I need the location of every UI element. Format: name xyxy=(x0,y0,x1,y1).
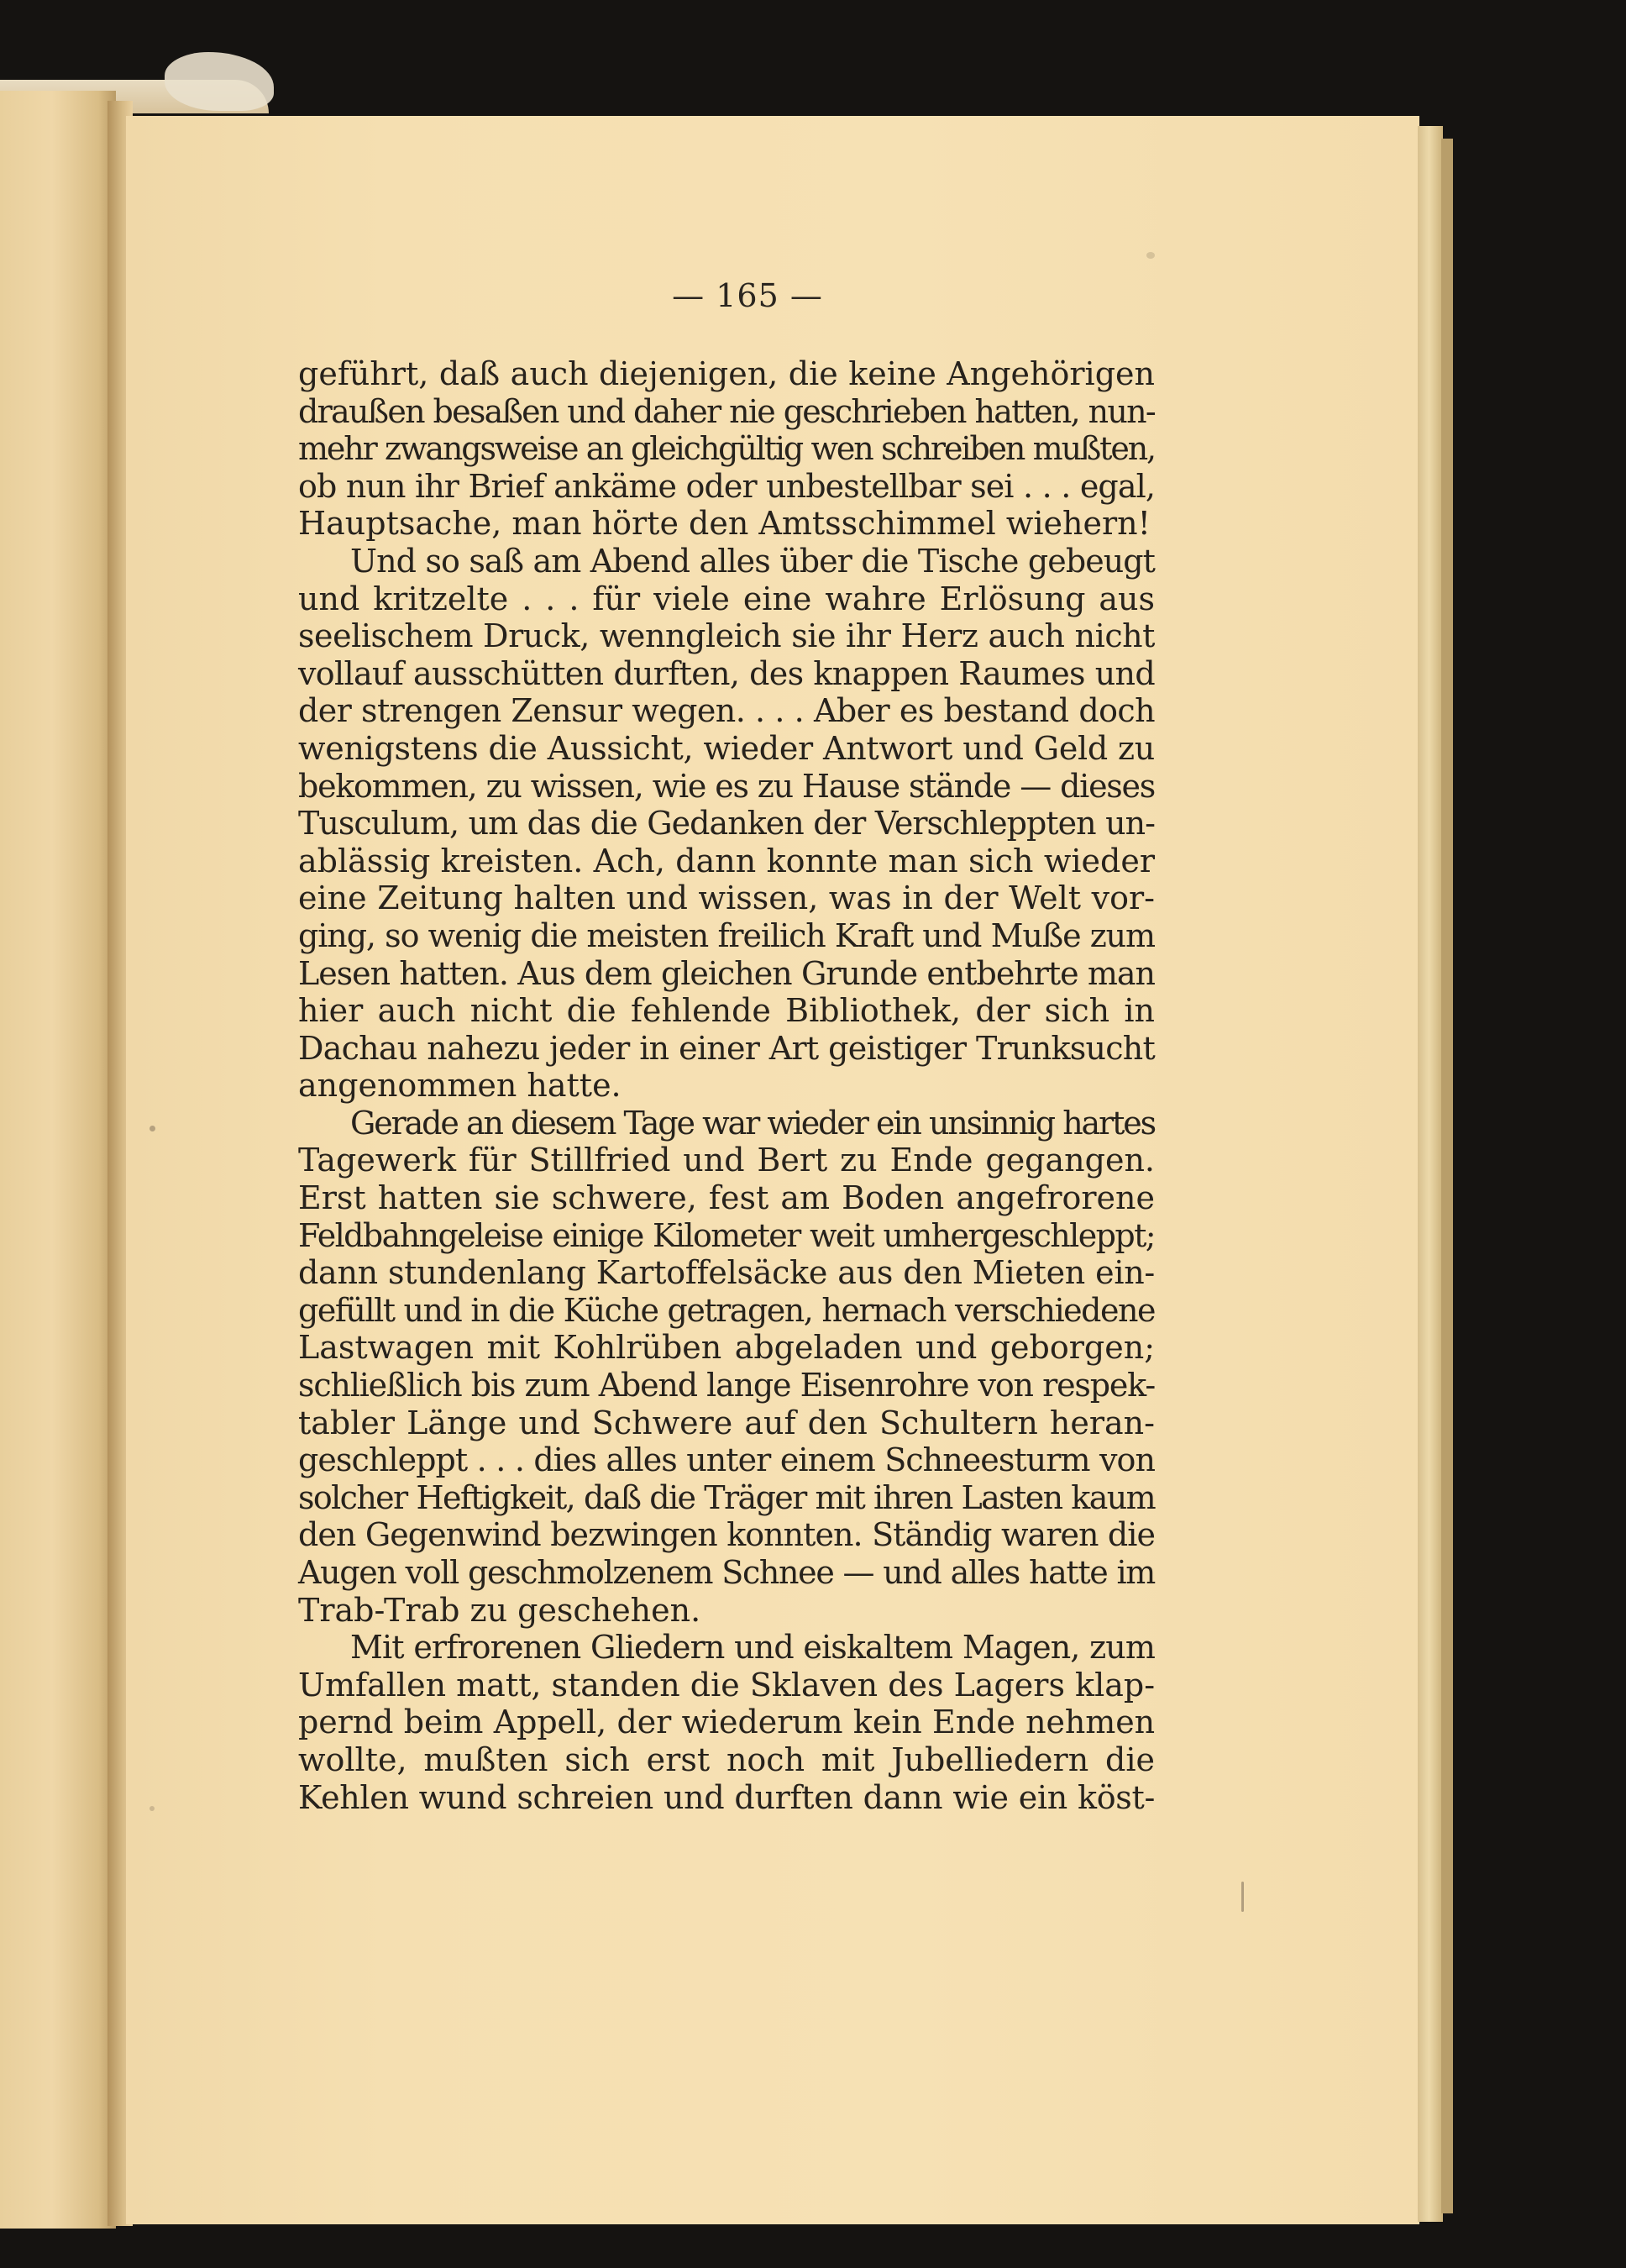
left-page xyxy=(0,91,116,2229)
text-line: angenommen hatte. xyxy=(298,1067,622,1105)
text-line: der strengen Zensur wegen. . . . Aber es bestand doch xyxy=(298,692,1155,730)
text-line: vollauf ausschütten durften, des knappen Raumes und xyxy=(298,654,1155,692)
text-line: Feldbahngeleise einige Kilometer weit umhergeschleppt; xyxy=(298,1216,1155,1254)
text-line: eine Zeitung halten und wissen, was in der Welt vor- xyxy=(298,879,1155,917)
text-line: Lastwagen mit Kohlrüben abgeladen und geborgen; xyxy=(298,1329,1155,1367)
text-line: Gerade an diesem Tage war wieder ein unsinnig hartes xyxy=(350,1104,1155,1142)
text-line: Lesen hatten. Aus dem gleichen Grunde entbehrte man xyxy=(298,954,1155,992)
text-line: wenigstens die Aussicht, wieder Antwort und Geld zu xyxy=(298,729,1155,767)
paper-speck xyxy=(149,1126,155,1131)
text-line: Dachau nahezu jeder in einer Art geistiger Trunksucht xyxy=(298,1029,1155,1067)
text-line: bekommen, zu wissen, wie es zu Hause stände — dieses xyxy=(298,767,1155,805)
text-line: gefüllt und in die Küche getragen, hernach verschiedene xyxy=(298,1291,1155,1329)
text-line: schließlich bis zum Abend lange Eisenrohre von respek- xyxy=(298,1367,1155,1404)
page-block-edge xyxy=(1418,126,1443,2222)
page-number: — 165 — xyxy=(672,277,823,314)
text-line: Und so saß am Abend alles über die Tische gebeugt xyxy=(350,542,1155,580)
text-line: Trab-Trab zu geschehen. xyxy=(298,1591,701,1629)
paper-speck xyxy=(1241,1882,1244,1912)
text-line: Augen voll geschmolzenem Schnee — und alles hatte im xyxy=(298,1554,1155,1591)
text-line: draußen besaßen und daher nie geschrieben hatten, nun- xyxy=(298,392,1155,430)
text-line: dann stundenlang Kartoffelsäcke aus den Mieten ein- xyxy=(298,1254,1155,1292)
text-line: Mit erfrorenen Gliedern und eiskaltem Magen, zum xyxy=(350,1629,1155,1667)
text-line: und kritzelte . . . für viele eine wahre Erlösung aus xyxy=(298,580,1155,617)
text-line: geschleppt . . . dies alles unter einem Schneesturm von xyxy=(298,1441,1155,1479)
text-line: hier auch nicht die fehlende Bibliothek, der sich in xyxy=(298,992,1155,1030)
body-text xyxy=(298,355,1155,1816)
paragraph xyxy=(298,355,1155,543)
text-line: seelischem Druck, wenngleich sie ihr Herz auch nicht xyxy=(298,617,1155,655)
text-line: tabler Länge und Schwere auf den Schultern heran- xyxy=(298,1404,1155,1441)
text-line: mehr zwangsweise an gleichgültig wen schreiben mußten, xyxy=(298,430,1155,468)
text-line: Erst hatten sie schwere, fest am Boden angefrorene xyxy=(298,1179,1155,1217)
text-line: Tusculum, um das die Gedanken der Verschleppten un- xyxy=(298,805,1155,843)
paper-fragment xyxy=(165,52,274,111)
paper-speck xyxy=(1146,252,1155,259)
text-line: ob nun ihr Brief ankäme oder unbestellbar sei . . . egal, xyxy=(298,467,1155,505)
text-line: pernd beim Appell, der wiederum kein Ende nehmen xyxy=(298,1704,1155,1741)
text-line: solcher Heftigkeit, daß die Träger mit ihren Lasten kaum xyxy=(298,1478,1155,1516)
paragraph xyxy=(298,543,1155,1105)
text-line: ging, so wenig die meisten freilich Kraft und Muße zum xyxy=(298,916,1155,954)
text-line: Hauptsache, man hörte den Amtsschimmel wiehern! xyxy=(298,505,1151,543)
paragraph xyxy=(298,1105,1155,1629)
text-line: Tagewerk für Stillfried und Bert zu Ende gegangen. xyxy=(298,1142,1155,1179)
text-line: geführt, daß auch diejenigen, die keine Angehörigen xyxy=(298,355,1155,392)
text-line: ablässig kreisten. Ach, dann konnte man sich wieder xyxy=(298,842,1155,879)
text-line: wollte, mußten sich erst noch mit Jubelliedern die xyxy=(298,1740,1155,1778)
paper-speck xyxy=(149,1806,155,1811)
text-line: Umfallen matt, standen die Sklaven des Lagers klap- xyxy=(298,1666,1156,1704)
paragraph xyxy=(298,1629,1155,1816)
page-block-edge-shadow xyxy=(1441,139,1453,2213)
text-line: Kehlen wund schreien und durften dann wie ein köst- xyxy=(298,1778,1155,1816)
text-line: den Gegenwind bezwingen konnten. Ständig waren die xyxy=(298,1516,1155,1554)
